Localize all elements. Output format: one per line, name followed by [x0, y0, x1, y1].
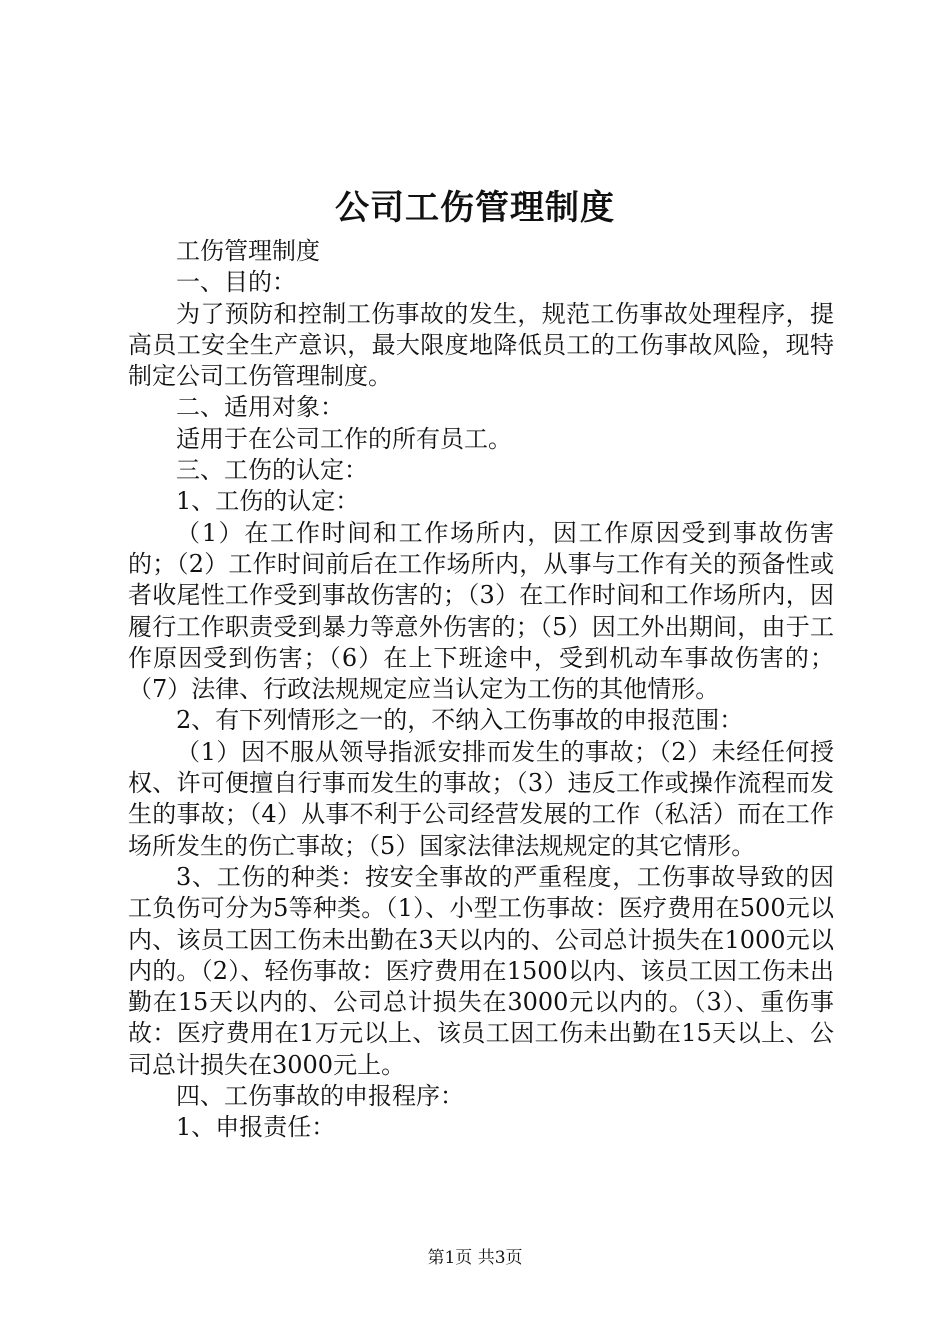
section-heading: 四、工伤事故的申报程序： — [176, 1082, 464, 1111]
subsection-heading: 2、有下列情形之一的，不纳入工伤事故的申报范围： — [176, 706, 744, 735]
subsection-heading: 1、工伤的认定： — [176, 487, 360, 516]
document-title: 公司工伤管理制度 — [335, 188, 615, 228]
paragraph: 为了预防和控制工伤事故的发生，规范工伤事故处理程序，提高员工安全生产意识，最大限度地降低员工的工伤事故风险，现特制定公司工伤管理制度。 — [128, 299, 834, 391]
paragraph: （1）在工作时间和工作场所内，因工作原因受到事故伤害的；（2）工作时间前后在工作场所内，从事与工作有关的预备性或者收尾性工作受到事故伤害的；（3）在工作时间和工作场所内，因履行工作职责受到暴力等意外伤害的；（5）因工外出期间，由于工作原因受到伤害；（6）在上下班途中，受到机动车事故伤害的；（7）法律、行政法规规定应当认定为工伤的其他情形。 — [128, 518, 834, 704]
section-heading: 三、工伤的认定： — [176, 456, 368, 485]
paragraph: （1）因不服从领导指派安排而发生的事故；（2）未经任何授权、许可便擅自行事而发生的事故；（3）违反工作或操作流程而发生的事故；（4）从事不利于公司经营发展的工作（私活）而在工作场所发生的伤亡事故；（5）国家法律法规规定的其它情形。 — [128, 737, 834, 860]
section-heading: 一、目的： — [176, 268, 296, 297]
paragraph: 工伤管理制度 — [176, 237, 320, 265]
section-heading: 二、适用对象： — [176, 393, 344, 422]
paragraph: 适用于在公司工作的所有员工。 — [176, 424, 512, 453]
page-footer: 第1页 共3页 — [427, 1248, 523, 1268]
paragraph: 3、工伤的种类：按安全事故的严重程度，工伤事故导致的因工负伤可分为5等种类。（1）、小型工伤事故：医疗费用在500元以内、该员工因工伤未出勤在3天以内的、公司总计损失在1000元以内的。（2）、轻伤事故：医疗费用在1500以内、该员工因工伤未出勤在15天以内的、公司总计损失在3000元以内的。（3）、重伤事故：医疗费用在1万元以上、该员工因工伤未出勤在15天以上、公司总计损失在3000元上。 — [128, 862, 834, 1079]
subsection-heading: 1、申报责任： — [176, 1113, 336, 1142]
document-body — [128, 236, 834, 1144]
